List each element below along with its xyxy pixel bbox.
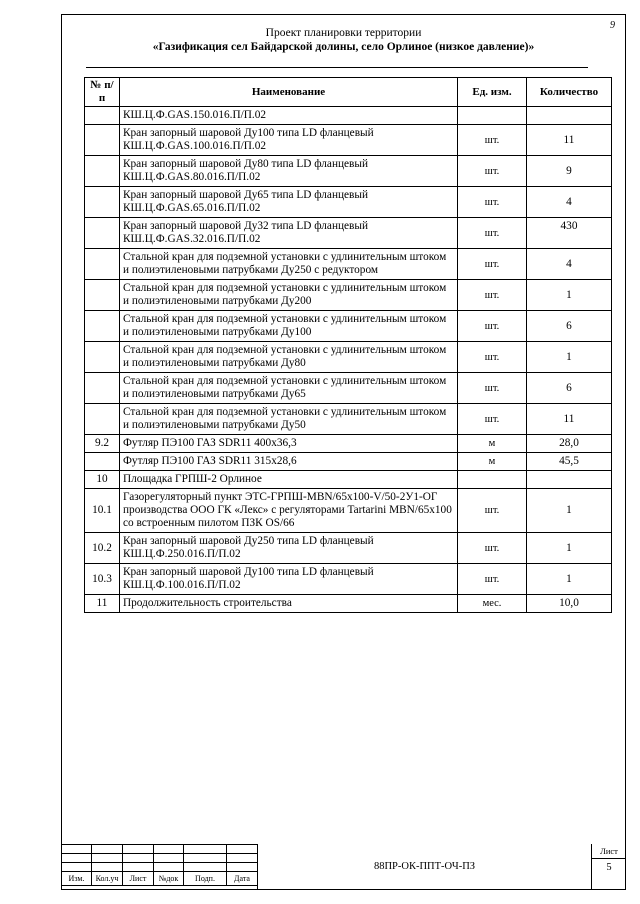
cell-qty xyxy=(527,107,612,125)
table-row xyxy=(85,595,612,613)
cell-unit: шт. xyxy=(458,311,527,342)
col-header-qty: Количество xyxy=(527,78,612,107)
table-row xyxy=(85,471,612,489)
cell-unit: шт. xyxy=(458,218,527,249)
table-row xyxy=(85,125,612,156)
cell-name: Кран запорный шаровой Ду80 типа LD фланцевый КШ.Ц.Ф.GAS.80.016.П/П.02 xyxy=(120,156,458,187)
col-header-name: Наименование xyxy=(120,78,458,107)
cell-qty: 4 xyxy=(527,187,612,218)
cell-num: 10.1 xyxy=(85,489,120,533)
cell-name: Стальной кран для подземной установки с удлинительным штоком и полиэтиленовыми патрубками Ду80 xyxy=(120,342,458,373)
cell-num xyxy=(85,311,120,342)
cell-num xyxy=(85,373,120,404)
cell-qty: 4 xyxy=(527,249,612,280)
header-title: Проект планировки территории xyxy=(265,27,422,39)
cell-qty: 1 xyxy=(527,489,612,533)
cell-num: 10 xyxy=(85,471,120,489)
cell-num xyxy=(85,453,120,471)
cell-name: Стальной кран для подземной установки с удлинительным штоком и полиэтиленовыми патрубками Ду200 xyxy=(120,280,458,311)
stamp-label-sheet: Лист xyxy=(123,872,154,886)
title-block-stamp xyxy=(61,844,626,890)
cell-name: Газорегуляторный пункт ЭТС-ГРПШ-MBN/65х100-V/50-2У1-ОГ производства ООО ГК «Лекс» с регуляторами Tartarini MBN/65x100 со встроенным пилотом ПЗК OS/66 xyxy=(120,489,458,533)
table-row xyxy=(85,453,612,471)
cell-qty: 6 xyxy=(527,311,612,342)
cell-qty xyxy=(527,471,612,489)
cell-num xyxy=(85,404,120,435)
cell-name: Стальной кран для подземной установки с удлинительным штоком и полиэтиленовыми патрубками Ду50 xyxy=(120,404,458,435)
revision-grid xyxy=(61,844,258,886)
stamp-label-docnum: №док xyxy=(154,872,184,886)
table-row xyxy=(85,107,612,125)
table-row xyxy=(85,533,612,564)
cell-num xyxy=(85,249,120,280)
cell-unit: шт. xyxy=(458,280,527,311)
cell-unit: шт. xyxy=(458,564,527,595)
table-row xyxy=(85,564,612,595)
cell-num xyxy=(85,107,120,125)
stamp-label-signature: Подп. xyxy=(184,872,227,886)
cell-qty: 1 xyxy=(527,533,612,564)
cell-qty: 45,5 xyxy=(527,453,612,471)
cell-qty: 11 xyxy=(527,404,612,435)
table-row xyxy=(85,249,612,280)
cell-num xyxy=(85,342,120,373)
cell-unit: шт. xyxy=(458,342,527,373)
header-divider xyxy=(86,67,588,68)
cell-unit: шт. xyxy=(458,404,527,435)
table-row xyxy=(85,280,612,311)
cell-name: Кран запорный шаровой Ду32 типа LD фланцевый КШ.Ц.Ф.GAS.32.016.П/П.02 xyxy=(120,218,458,249)
cell-qty: 6 xyxy=(527,373,612,404)
col-header-num: № п/п xyxy=(85,78,120,107)
cell-qty: 1 xyxy=(527,280,612,311)
cell-qty: 28,0 xyxy=(527,435,612,453)
cell-unit: м xyxy=(458,453,527,471)
table-row xyxy=(85,435,612,453)
cell-num xyxy=(85,187,120,218)
cell-name: Продолжительность строительства xyxy=(120,595,458,613)
cell-qty: 1 xyxy=(527,342,612,373)
cell-unit: шт. xyxy=(458,156,527,187)
table-row xyxy=(85,218,612,249)
table-row xyxy=(85,342,612,373)
table-row xyxy=(85,489,612,533)
cell-name: Кран запорный шаровой Ду100 типа LD фланцевый КШ.Ц.Ф.GAS.100.016.П/П.02 xyxy=(120,125,458,156)
cell-unit: шт. xyxy=(458,533,527,564)
cell-unit xyxy=(458,471,527,489)
table-row xyxy=(85,373,612,404)
sheet-number: 5 xyxy=(606,862,612,873)
cell-name: КШ.Ц.Ф.GAS.150.016.П/П.02 xyxy=(120,107,458,125)
cell-qty: 10,0 xyxy=(527,595,612,613)
cell-name: Футляр ПЭ100 ГАЗ SDR11 400х36,3 xyxy=(120,435,458,453)
cell-unit: шт. xyxy=(458,125,527,156)
cell-name: Стальной кран для подземной установки с удлинительным штоком и полиэтиленовыми патрубками Ду250 с редуктором xyxy=(120,249,458,280)
cell-qty: 430 xyxy=(527,218,612,249)
document-code: 88ПР-ОК-ППТ-ОЧ-ПЗ xyxy=(257,844,591,890)
cell-num xyxy=(85,125,120,156)
col-header-unit: Ед. изм. xyxy=(458,78,527,107)
table-row xyxy=(85,156,612,187)
cell-qty: 11 xyxy=(527,125,612,156)
cell-num xyxy=(85,156,120,187)
table-row xyxy=(85,311,612,342)
cell-qty: 1 xyxy=(527,564,612,595)
cell-name: Футляр ПЭ100 ГАЗ SDR11 315х28,6 xyxy=(120,453,458,471)
header-subtitle: «Газификация сел Байдарской долины, село Орлиное (низкое давление)» xyxy=(152,41,535,53)
cell-qty: 9 xyxy=(527,156,612,187)
table-row xyxy=(85,404,612,435)
cell-name: Стальной кран для подземной установки с удлинительным штоком и полиэтиленовыми патрубками Ду100 xyxy=(120,311,458,342)
cell-unit: шт. xyxy=(458,373,527,404)
cell-unit: шт. xyxy=(458,249,527,280)
cell-unit: шт. xyxy=(458,187,527,218)
cell-name: Кран запорный шаровой Ду100 типа LD фланцевый КШ.Ц.Ф.100.016.П/П.02 xyxy=(120,564,458,595)
cell-num: 10.3 xyxy=(85,564,120,595)
spec-table xyxy=(84,77,612,613)
page-number: 9 xyxy=(610,20,615,31)
cell-unit xyxy=(458,107,527,125)
sheet-label: Лист xyxy=(592,844,626,859)
cell-name: Кран запорный шаровой Ду250 типа LD фланцевый КШ.Ц.Ф.250.016.П/П.02 xyxy=(120,533,458,564)
cell-unit: мес. xyxy=(458,595,527,613)
cell-name: Стальной кран для подземной установки с удлинительным штоком и полиэтиленовыми патрубками Ду65 xyxy=(120,373,458,404)
cell-num: 11 xyxy=(85,595,120,613)
stamp-label-date: Дата xyxy=(227,872,258,886)
sheet-box xyxy=(591,844,626,890)
cell-name: Кран запорный шаровой Ду65 типа LD фланцевый КШ.Ц.Ф.GAS.65.016.П/П.02 xyxy=(120,187,458,218)
cell-num: 10.2 xyxy=(85,533,120,564)
stamp-label-change: Изм. xyxy=(62,872,92,886)
table-header-row xyxy=(85,78,612,107)
cell-num xyxy=(85,280,120,311)
cell-unit: м xyxy=(458,435,527,453)
cell-name: Площадка ГРПШ-2 Орлиное xyxy=(120,471,458,489)
cell-unit: шт. xyxy=(458,489,527,533)
cell-num xyxy=(85,218,120,249)
table-row xyxy=(85,187,612,218)
stamp-label-count: Кол.уч xyxy=(92,872,123,886)
cell-num: 9.2 xyxy=(85,435,120,453)
